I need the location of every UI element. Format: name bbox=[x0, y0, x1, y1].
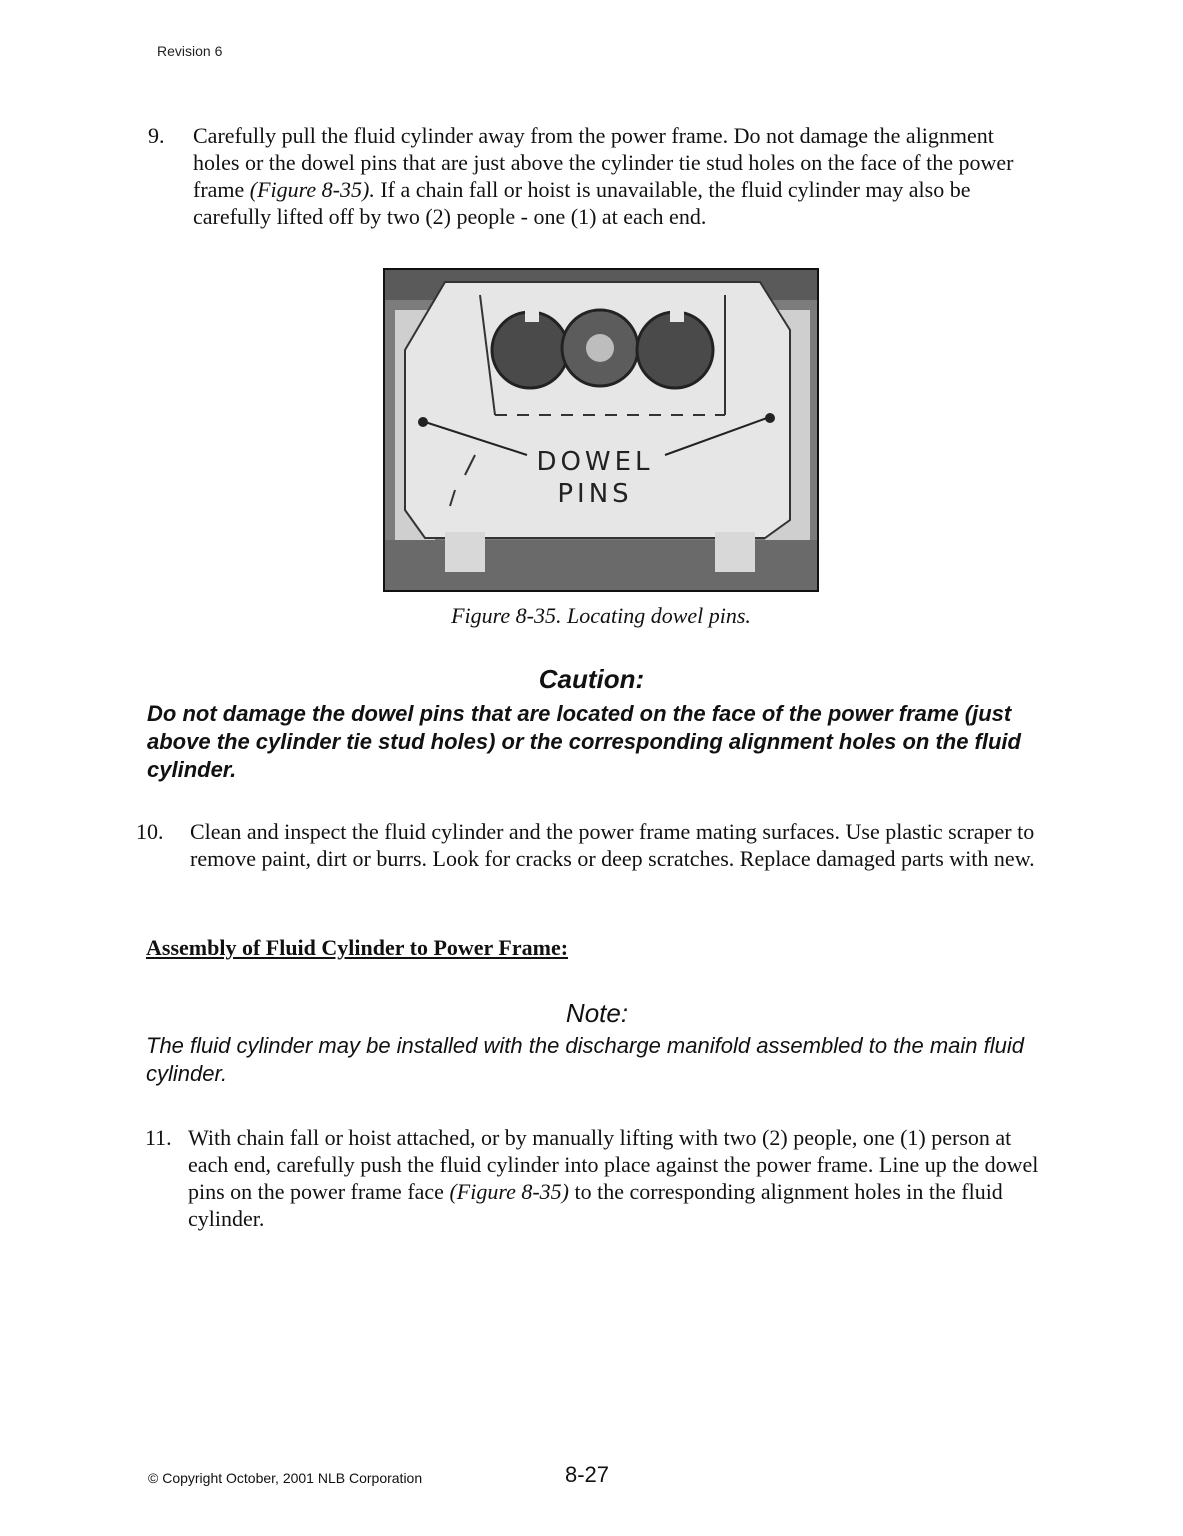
note-text: The fluid cylinder may be installed with the discharge manifold assembled to the main fluid cylinder. bbox=[146, 1033, 1025, 1086]
figure-photo bbox=[383, 268, 819, 592]
figure-caption: Figure 8-35. Locating dowel pins. bbox=[451, 603, 751, 628]
caution-title: Caution: bbox=[538, 664, 645, 694]
copyright-footer: © Copyright October, 2001 NLB Corporation bbox=[148, 1470, 423, 1486]
step-number: 9. bbox=[148, 123, 165, 148]
revision-header: Revision 6 bbox=[157, 43, 223, 59]
step-text: Clean and inspect the fluid cylinder and the power frame mating surfaces. Use plastic scraper to remove paint, dirt or burrs. Look for cracks or deep scratches. Replace damaged parts with new. bbox=[190, 819, 1035, 871]
step-number: 10. bbox=[136, 819, 164, 844]
section-heading: Assembly of Fluid Cylinder to Power Frame: bbox=[146, 935, 569, 960]
step-text: With chain fall or hoist attached, or by manually lifting with two (2) people, one (1) person at each end, carefully push the fluid cylinder into place against the power frame. Line up the dowel pins on the power frame face (Figure 8-35) to the corresponding alignment holes in the fluid cylinder. bbox=[188, 1125, 1039, 1231]
dowel-pins-photo bbox=[385, 270, 817, 590]
caution-text: Do not damage the dowel pins that are located on the face of the power frame (just above the cylinder tie stud holes) or the corresponding alignment holes on the fluid cylinder. bbox=[147, 701, 1021, 782]
page-number: 8-27 bbox=[565, 1462, 610, 1487]
pins-label: PINS bbox=[557, 479, 633, 509]
figure-reference: (Figure 8-35). bbox=[249, 177, 375, 202]
step-text: Carefully pull the fluid cylinder away from the power frame. Do not damage the alignment holes or the dowel pins that are just above the cylinder tie stud holes on the face of the power frame (Figure 8-35). If a chain fall or hoist is unavailable, the fluid cylinder may also be carefully lifted off by two (2) people - one (1) at each end. bbox=[193, 123, 1014, 229]
dowel-label: DOWEL bbox=[536, 447, 654, 477]
figure-reference: (Figure 8-35) bbox=[449, 1179, 569, 1204]
step-number: 11. bbox=[145, 1125, 172, 1150]
note-title: Note: bbox=[565, 998, 629, 1028]
